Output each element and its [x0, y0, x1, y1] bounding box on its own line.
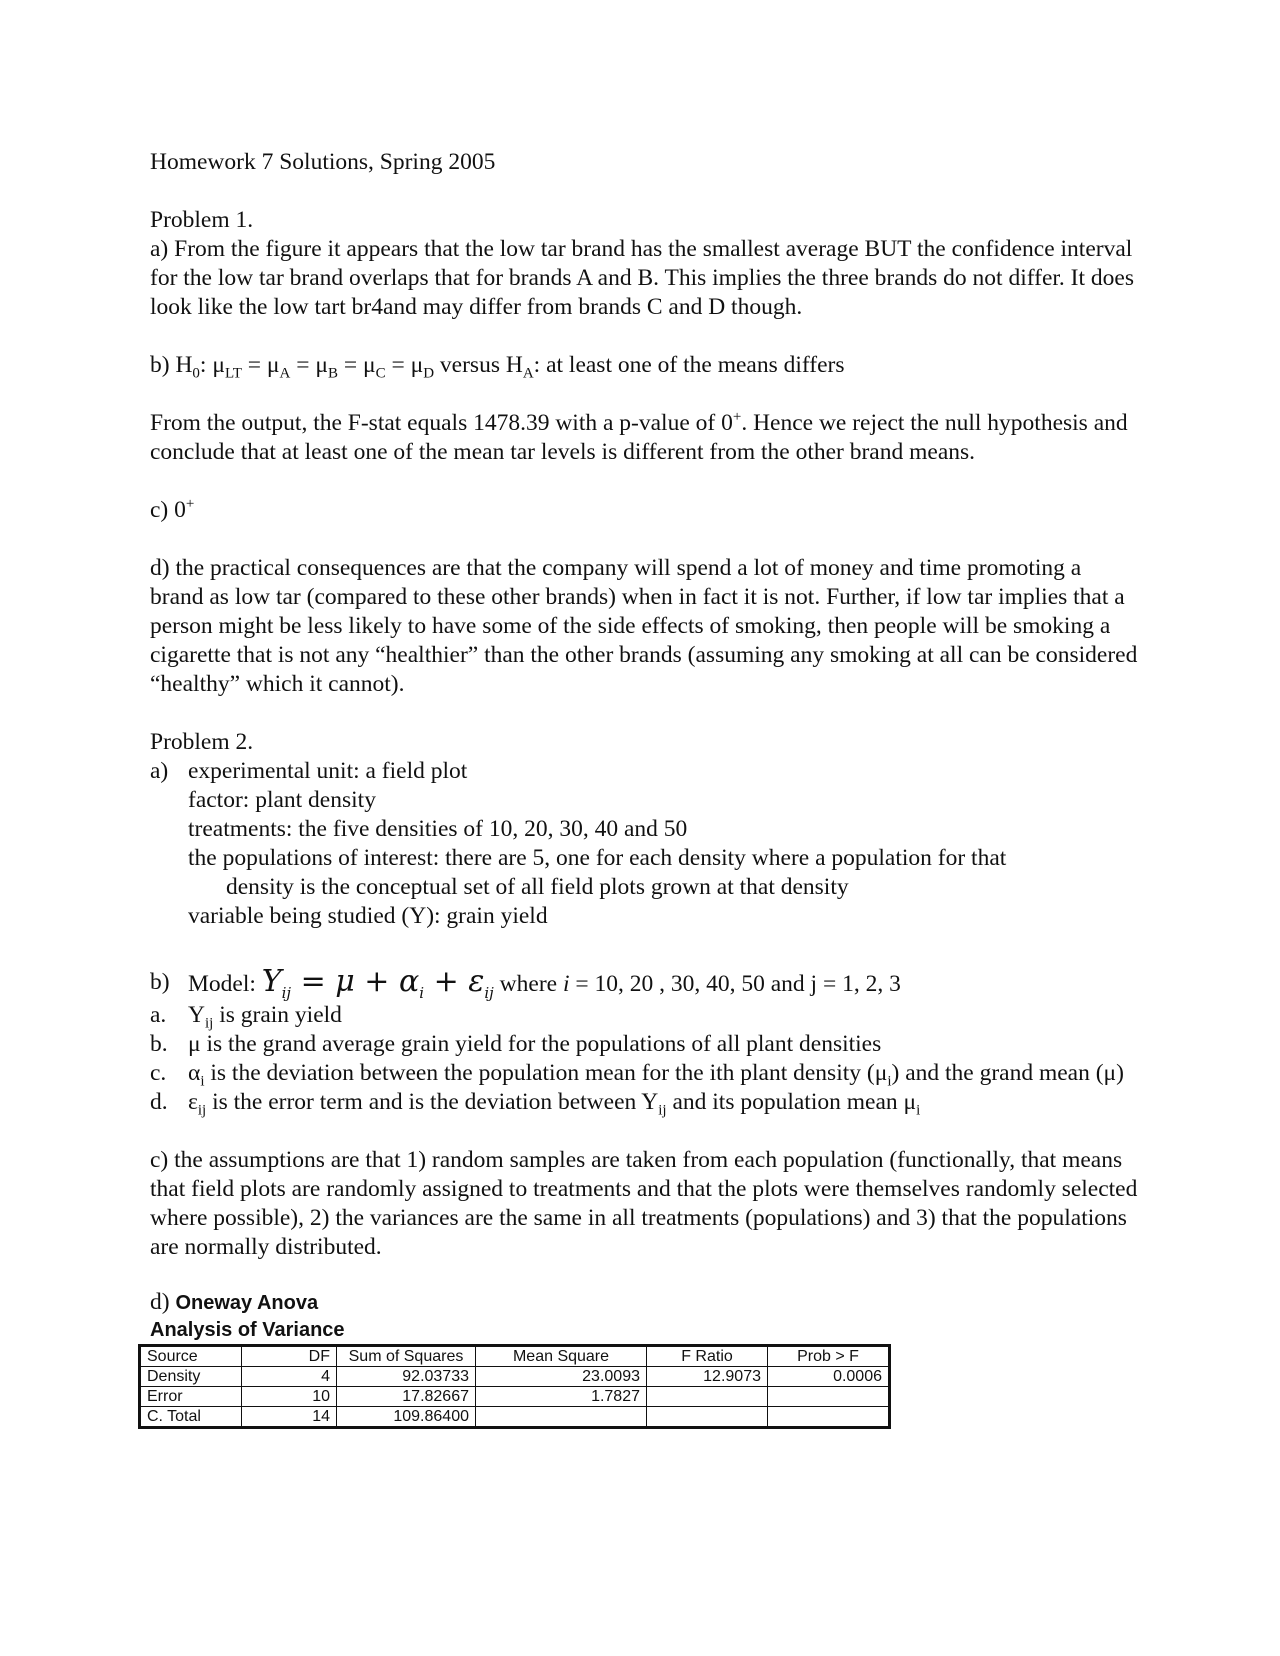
model-formula: $Y_{ij} = \mu + \alpha_i + \varepsilon_{ij}$: [261, 964, 494, 1002]
part-a-line: variable being studied (Y): grain yield: [188, 903, 548, 929]
document-page: [147, 148, 1140, 1429]
problem-2-part-b-model: b) Model: $Y_{ij} = \mu + \alpha_i + \varepsilon_{ij}$ where i = 10, 20 , 30, 40, 50 and j = 1, 2, 3: [150, 964, 901, 1002]
part-a-continuation: density is the conceptual set of all field plots grown at that density: [226, 874, 849, 900]
anova-table: [138, 1344, 891, 1429]
column-header: Source: [140, 1346, 242, 1367]
table-row: Density 4 92.03733 23.0093 12.9073 0.0006: [140, 1367, 890, 1387]
part-a-line: the populations of interest: there are 5, one for each density where a population for that: [188, 845, 1007, 871]
column-header: Prob > F: [768, 1346, 890, 1367]
model-term-item: d. $\varepsilon_{ij}$ is the error term and is the deviation between $Y_{ij}$ and its population mean $\mu_i$: [150, 1089, 921, 1119]
problem-1-f-stat-paragraph: From the output, the F-stat equals 1478.39 with a p-value of 0+. Hence we reject the null hypothesis and conclude that at least one of the mean tar levels is different from the other brand means.: [150, 409, 1128, 465]
table-row: C. Total 14 109.86400: [140, 1407, 890, 1428]
table-header-row: [140, 1346, 890, 1367]
problem-2-part-a: [150, 757, 1140, 931]
problem-2-heading: Problem 2.: [150, 729, 254, 755]
document-title: Homework 7 Solutions, Spring 2005: [150, 149, 496, 175]
part-a-line: treatments: the five densities of 10, 20, 30, 40 and 50: [188, 816, 688, 842]
model-term-item: c. $\alpha_i$ is the deviation between the population mean for the ith plant density $(\mu_i)$ and the grand mean (μ): [150, 1060, 1124, 1090]
column-header: Sum of Squares: [337, 1346, 476, 1367]
problem-1-part-d: d) the practical consequences are that the company will spend a lot of money and time promoting a brand as low tar (compared to these other brands) when in fact it is not. Further, if low tar implies that a person might be less likely to have some of the side effects of smoking, then people will be smoking a cigarette that is not any “healthier” than the other brands (assuming any smoking at all can be considered “healthy” which it cannot).: [150, 555, 1138, 697]
table-row: Error 10 17.82667 1.7827: [140, 1387, 890, 1407]
problem-2-part-d-heading: d) Oneway Anova: [150, 1289, 319, 1315]
column-header: F Ratio: [647, 1346, 768, 1367]
column-header: Mean Square: [476, 1346, 647, 1367]
problem-1-part-b-hypotheses: b) $H_0$: $\mu_{LT} = \mu_A = \mu_B = \mu_C = \mu_D$ versus $H_A$: at least one of the means differs: [150, 352, 845, 382]
anova-subtitle: Analysis of Variance: [150, 1319, 345, 1341]
model-term-item: a. $Y_{ij}$ is grain yield: [150, 1002, 342, 1032]
problem-1-heading: Problem 1.: [150, 207, 254, 233]
model-term-item: b. μ is the grand average grain yield for the populations of all plant densities: [150, 1031, 882, 1057]
column-header: DF: [242, 1346, 337, 1367]
part-a-label: a): [150, 758, 169, 784]
problem-1-part-c: c) 0+: [150, 496, 195, 523]
problem-1-part-a: a) From the figure it appears that the low tar brand has the smallest average BUT the confidence interval for the low tar brand overlaps that for brands A and B. This implies the three brands do not differ. It does look like the low tart br4and may differ from brands C and D though.: [150, 236, 1134, 320]
problem-2-part-c: c) the assumptions are that 1) random samples are taken from each population (functionally, that means that field plots are randomly assigned to treatments and that the plots were themselves randomly selected where possible), 2) the variances are the same in all treatments (populations) and 3) that the populations are normally distributed.: [150, 1147, 1138, 1260]
part-a-line: experimental unit: a field plot: [188, 758, 468, 784]
part-a-line: factor: plant density: [188, 787, 376, 813]
